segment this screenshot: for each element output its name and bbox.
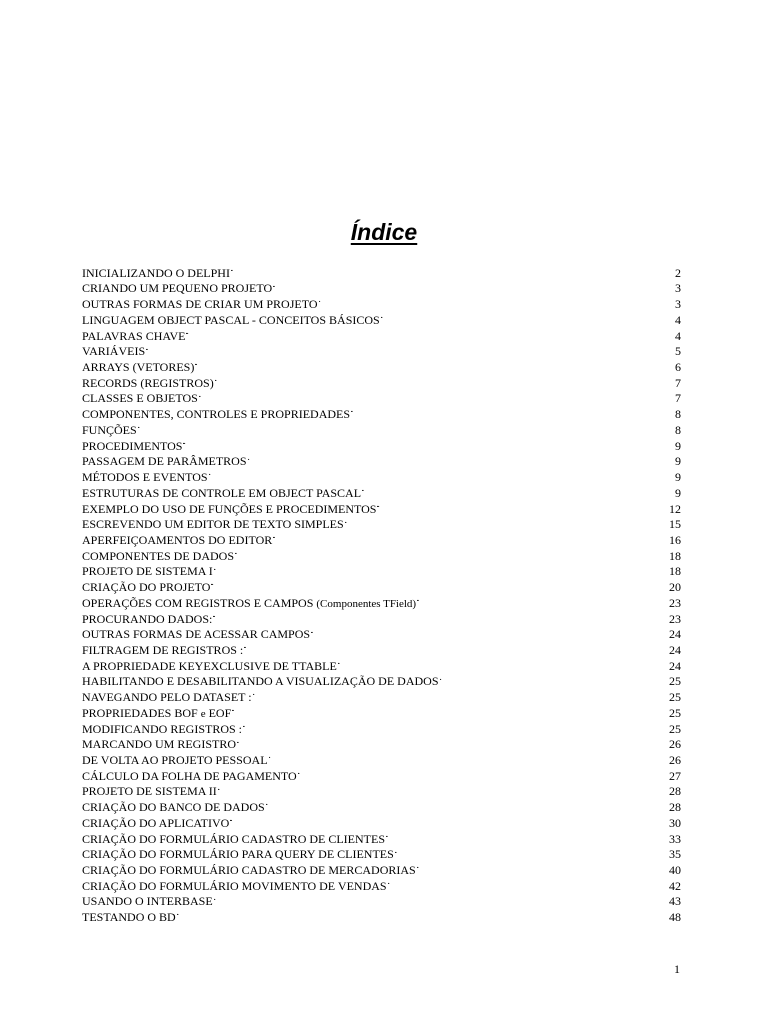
toc-entry-page: 24 bbox=[669, 627, 681, 642]
toc-entry-page: 9 bbox=[675, 470, 681, 485]
toc-entry-title bbox=[82, 659, 337, 675]
toc-entry-title-text: MÉTODOS E EVENTOS bbox=[82, 470, 208, 485]
dot-leader bbox=[215, 371, 674, 387]
toc-entry-page: 30 bbox=[669, 815, 681, 830]
toc-entry-page: 23 bbox=[669, 595, 681, 610]
toc-entry-page: 4 bbox=[675, 328, 681, 343]
page-number: 1 bbox=[674, 962, 680, 976]
toc-entry-title-text: EXEMPLO DO USO DE FUNÇÕES E PROCEDIMENTOS bbox=[82, 501, 377, 516]
toc-entry-page: 43 bbox=[669, 894, 681, 909]
toc-entry-title-text: CRIAÇÃO DO FORMULÁRIO MOVIMENTO DE VENDAS bbox=[82, 878, 387, 893]
toc-entry[interactable] bbox=[82, 418, 681, 437]
toc-entry-title-text: LINGUAGEM OBJECT PASCAL - CONCEITOS BÁSICOS bbox=[82, 312, 380, 327]
dot-leader bbox=[218, 780, 668, 796]
toc-entry-title bbox=[82, 832, 385, 848]
toc-entry-title-text: VARIÁVEIS bbox=[82, 344, 146, 359]
toc-entry-title-text: DE VOLTA AO PROJETO PESSOAL bbox=[82, 753, 268, 767]
toc-entry-title-text: CRIAÇÃO DO PROJETO bbox=[82, 580, 211, 595]
dot-leader bbox=[138, 418, 674, 434]
dot-leader bbox=[298, 764, 668, 780]
dot-leader bbox=[395, 843, 668, 859]
toc-entry-title-text: ARRAYS (VETORES) bbox=[82, 360, 195, 375]
toc-entry-title bbox=[82, 439, 182, 455]
toc-entry-page: 25 bbox=[669, 705, 681, 720]
toc-entry-page: 18 bbox=[669, 564, 681, 579]
toc-entry-title bbox=[82, 486, 361, 502]
toc-entry-title-text: PALAVRAS CHAVE bbox=[82, 328, 186, 343]
toc-entry-page: 6 bbox=[675, 360, 681, 375]
toc-entry-title bbox=[82, 816, 229, 832]
toc-entry-title-text: CRIAÇÃO DO FORMULÁRIO CADASTRO DE MERCADORIAS bbox=[82, 863, 416, 878]
toc-entry-title-suffix: e bbox=[200, 707, 206, 720]
toc-entry-page: 16 bbox=[669, 532, 681, 547]
dot-leader bbox=[186, 324, 674, 340]
toc-entry-title-text: CRIAÇÃO DO BANCO DE DADOS bbox=[82, 800, 265, 815]
toc-entry-title bbox=[82, 423, 137, 439]
dot-leader bbox=[386, 827, 668, 843]
dot-leader bbox=[319, 292, 675, 308]
toc-entry-title bbox=[82, 863, 416, 879]
toc-entry-page: 25 bbox=[669, 690, 681, 705]
toc-entry-title-text: PROPRIEDADES BOF bbox=[82, 705, 198, 720]
toc-entry-page: 3 bbox=[675, 281, 681, 296]
toc-entry-page: 26 bbox=[669, 737, 681, 752]
toc-entry-title-text: MODIFICANDO REGISTROS : bbox=[82, 721, 243, 736]
toc-entry-title-text: OPERAÇÕES COM REGISTROS E CAMPOS bbox=[82, 595, 314, 610]
toc-entry-title bbox=[82, 376, 214, 392]
page-title: Índice bbox=[350, 219, 418, 245]
toc-entry-page: 18 bbox=[669, 548, 681, 563]
toc-entry-title bbox=[82, 910, 176, 926]
toc-entry-title bbox=[82, 549, 234, 565]
toc-entry-title-text: CLASSES E OBJETOS bbox=[82, 391, 198, 406]
toc-entry-title-text: CRIAÇÃO DO FORMULÁRIO CADASTRO DE CLIENTES bbox=[82, 831, 386, 846]
toc-entry-title-text: CRIAÇÃO DO FORMULÁRIO PARA QUERY DE CLIENTES bbox=[82, 847, 394, 862]
toc-entry-title-text: COMPONENTES DE DADOS bbox=[82, 548, 235, 563]
dot-leader bbox=[362, 481, 674, 497]
toc-entry-title-tail: EOF bbox=[208, 705, 232, 720]
toc-entry-page: 9 bbox=[675, 438, 681, 453]
toc-entry-page: 2 bbox=[675, 265, 681, 280]
toc-entry-page: 9 bbox=[675, 454, 681, 469]
toc-entry-title-text: RECORDS (REGISTROS) bbox=[82, 375, 214, 390]
toc-entry-title-text: PROCEDIMENTOS bbox=[82, 438, 183, 453]
toc-entry-title bbox=[82, 612, 212, 628]
dot-leader bbox=[253, 685, 668, 701]
toc-entry-title bbox=[82, 391, 198, 407]
toc-entry-title-text: CRIAÇÃO DO APLICATIVO bbox=[82, 815, 230, 830]
toc-entry-title-text: ESCREVENDO UM EDITOR DE TEXTO SIMPLES bbox=[82, 517, 344, 532]
dot-leader bbox=[183, 434, 674, 450]
dot-leader bbox=[244, 638, 668, 654]
toc-entry-page: 12 bbox=[669, 501, 681, 516]
toc-entry-title-text: OUTRAS FORMAS DE CRIAR UM PROJETO bbox=[82, 297, 318, 312]
toc-entry-page: 27 bbox=[669, 768, 681, 783]
toc-entry[interactable] bbox=[82, 355, 681, 375]
toc-entry-title-text: PROJETO DE SISTEMA II bbox=[82, 784, 217, 799]
toc-entry-title-text: COMPONENTES, CONTROLES E PROPRIEDADES bbox=[82, 407, 351, 422]
dot-leader bbox=[273, 277, 674, 293]
toc-entry-title-text: FUNÇÕES bbox=[82, 422, 137, 437]
dot-leader bbox=[231, 261, 674, 277]
dot-leader bbox=[243, 717, 668, 733]
toc-entry-title bbox=[82, 784, 217, 800]
dot-leader bbox=[417, 858, 668, 874]
dot-leader bbox=[345, 513, 668, 529]
toc-entry-page: 40 bbox=[669, 863, 681, 878]
toc-entry-page: 3 bbox=[675, 297, 681, 312]
toc-entry-title bbox=[82, 737, 236, 753]
toc-entry-title-text: USANDO O INTERBASE bbox=[82, 894, 213, 909]
toc-entry-page: 48 bbox=[669, 910, 681, 925]
dot-leader bbox=[177, 905, 668, 921]
toc-entry-page: 33 bbox=[669, 831, 681, 846]
toc-entry-page: 28 bbox=[669, 800, 681, 815]
dot-leader bbox=[237, 733, 668, 749]
dot-leader bbox=[214, 890, 668, 906]
dot-leader bbox=[213, 607, 668, 623]
toc-entry-page: 28 bbox=[669, 784, 681, 799]
toc-entry-title bbox=[82, 502, 376, 518]
toc-entry-page: 24 bbox=[669, 642, 681, 657]
toc-entry-page: 7 bbox=[675, 375, 681, 390]
toc-entry-title-text: ESTRUTURAS DE CONTROLE EM OBJECT PASCAL bbox=[82, 485, 362, 500]
toc-entry-page: 7 bbox=[675, 391, 681, 406]
toc-entry[interactable] bbox=[82, 340, 681, 359]
toc-entry[interactable] bbox=[82, 261, 681, 280]
toc-entry-title bbox=[82, 706, 231, 723]
dot-leader bbox=[311, 623, 668, 639]
toc-entry-page: 25 bbox=[669, 674, 681, 689]
toc-entry-title-text: PROCURANDO DADOS: bbox=[82, 611, 213, 626]
dot-leader bbox=[338, 654, 668, 670]
dot-leader bbox=[195, 355, 674, 371]
dot-leader bbox=[146, 340, 674, 356]
toc-entry-page: 9 bbox=[675, 485, 681, 500]
toc-entry-page: 25 bbox=[669, 721, 681, 736]
toc-entry-page: 4 bbox=[675, 312, 681, 327]
dot-leader bbox=[269, 748, 668, 764]
dot-leader bbox=[266, 795, 668, 811]
toc-entry-title-text: OUTRAS FORMAS DE ACESSAR CAMPOS bbox=[82, 627, 311, 642]
toc-entry-title bbox=[82, 281, 272, 297]
toc-entry[interactable] bbox=[82, 434, 681, 453]
dot-leader bbox=[209, 465, 674, 481]
toc-entry-page: 8 bbox=[675, 407, 681, 422]
dot-leader bbox=[377, 497, 668, 513]
toc-entry-page: 23 bbox=[669, 611, 681, 626]
dot-leader bbox=[440, 670, 668, 686]
toc-entry-page: 15 bbox=[669, 517, 681, 532]
toc-entry-title bbox=[82, 344, 145, 360]
toc-entry-page: 5 bbox=[675, 344, 681, 359]
toc-entry-page: 20 bbox=[669, 580, 681, 595]
dot-leader bbox=[248, 450, 675, 466]
toc-entry-title-suffix: (Componentes TField) bbox=[316, 597, 417, 610]
dot-leader bbox=[417, 591, 668, 607]
toc-entry-title bbox=[82, 753, 268, 769]
toc-entry-title-text: CRIANDO UM PEQUENO PROJETO bbox=[82, 281, 273, 296]
toc-entry-title-text: CÁLCULO DA FOLHA DE PAGAMENTO bbox=[82, 768, 297, 783]
dot-leader bbox=[232, 701, 668, 717]
toc-entry-page: 35 bbox=[669, 847, 681, 862]
toc-entry-title bbox=[82, 360, 194, 376]
toc-entry-title bbox=[82, 266, 230, 282]
dot-leader bbox=[199, 387, 674, 403]
toc-entry-title-text: HABILITANDO E DESABILITANDO A VISUALIZAÇÃO DE DADOS bbox=[82, 674, 439, 689]
toc-entry-title bbox=[82, 564, 213, 580]
dot-leader bbox=[351, 402, 674, 418]
toc-entry-title-text: NAVEGANDO PELO DATASET : bbox=[82, 690, 252, 705]
toc-entry-title bbox=[82, 722, 242, 738]
dot-leader bbox=[230, 811, 668, 827]
table-of-contents bbox=[82, 261, 681, 925]
toc-entry-title bbox=[82, 643, 243, 659]
toc-entry-title-text: A PROPRIEDADE KEYEXCLUSIVE DE TTABLE bbox=[82, 658, 337, 673]
toc-entry-title-text: TESTANDO O BD bbox=[82, 910, 176, 925]
dot-leader bbox=[273, 528, 668, 544]
toc-entry-title-text: PASSAGEM DE PARÂMETROS bbox=[82, 454, 247, 469]
dot-leader bbox=[211, 575, 668, 591]
toc-entry-title-text: MARCANDO UM REGISTRO bbox=[82, 737, 237, 752]
dot-leader bbox=[388, 874, 668, 890]
toc-entry-title-text: INICIALIZANDO O DELPHI bbox=[82, 265, 230, 280]
toc-entry-title bbox=[82, 847, 394, 863]
toc-entry-page: 42 bbox=[669, 878, 681, 893]
toc-entry-title bbox=[82, 470, 208, 486]
toc-entry-title bbox=[82, 297, 318, 313]
toc-entry-title-text: APERFEIÇOAMENTOS DO EDITOR bbox=[82, 532, 273, 547]
toc-entry-page: 8 bbox=[675, 422, 681, 437]
dot-leader bbox=[214, 560, 668, 576]
toc-entry-title-text: PROJETO DE SISTEMA I bbox=[82, 564, 213, 579]
toc-entry-page: 24 bbox=[669, 658, 681, 673]
dot-leader bbox=[381, 308, 674, 324]
toc-entry-title bbox=[82, 580, 210, 596]
toc-entry-page: 26 bbox=[669, 753, 681, 767]
toc-entry-title bbox=[82, 690, 252, 706]
toc-entry-title-text: FILTRAGEM DE REGISTROS : bbox=[82, 642, 244, 657]
dot-leader bbox=[235, 544, 668, 560]
